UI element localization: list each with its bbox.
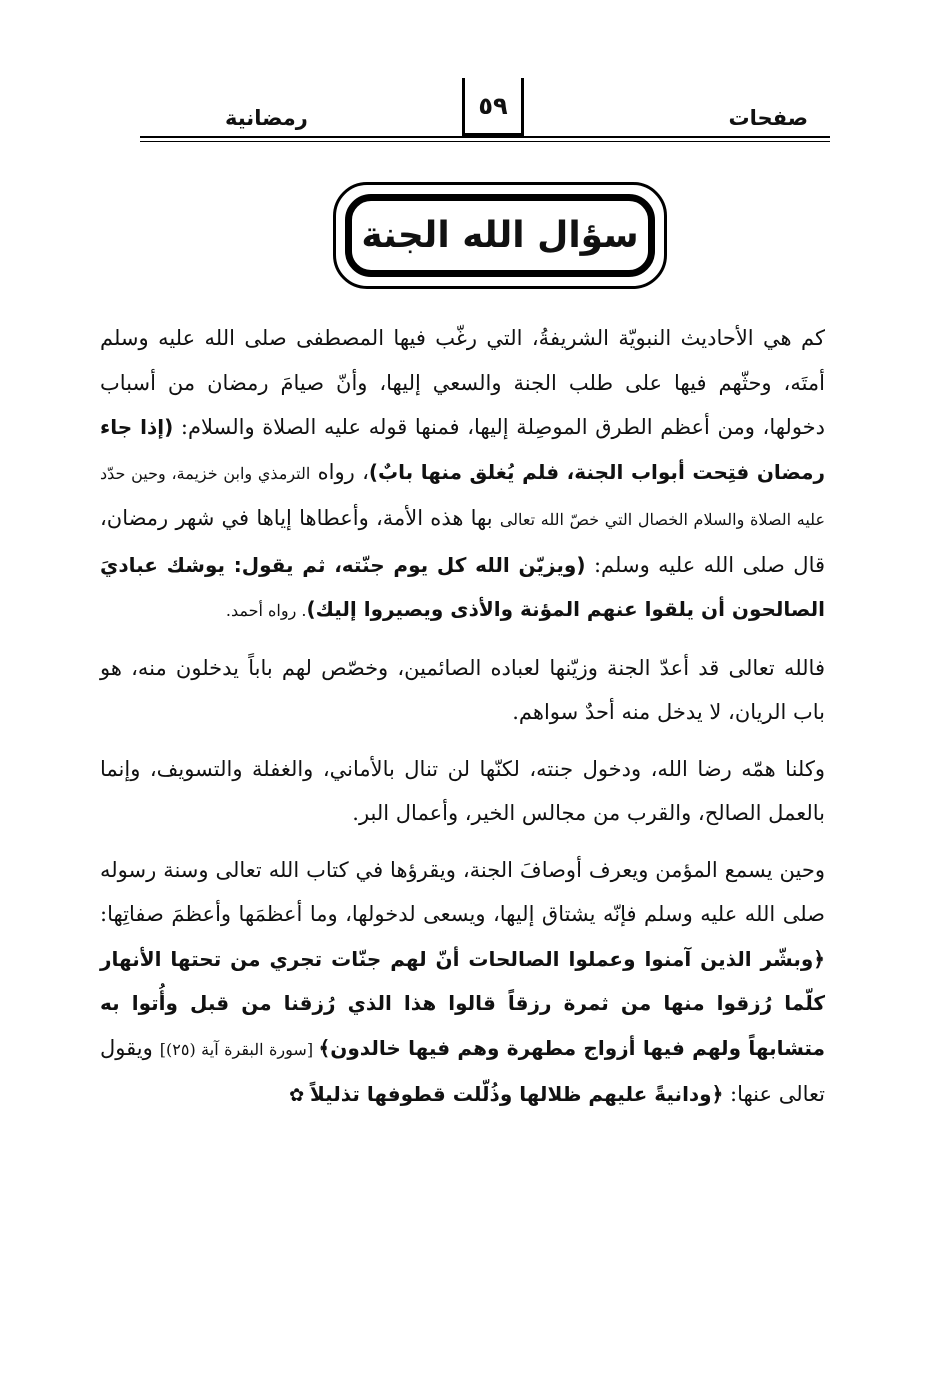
- surah-citation: [سورة البقرة آية (٢٥)]: [159, 1039, 319, 1059]
- article-body: [100, 316, 825, 1131]
- paragraph-1: [100, 316, 825, 634]
- hadith-quote: (إذا جاء رمضان فتِحت أبواب الجنة، فلم يُغلق منها بابٌ): [100, 415, 826, 484]
- paragraph-3: وكلنا همّه رضا الله، ودخول جنته، لكنّها لن تنال بالأماني، والغفلة والتسويف، وإنما بالعمل الصالح، والقرب من مجالس الخير، وأعمال البر.: [100, 756, 825, 825]
- paragraph-4: [100, 848, 825, 1119]
- page-number: ٥٩: [462, 78, 524, 136]
- citation: . رواه أحمد.: [225, 601, 307, 620]
- text-run: بها هذه الأمة، وأعطاها إياها في شهر رمضان، قال صلى الله عليه وسلم:: [100, 506, 826, 577]
- paragraph-2: فالله تعالى قد أعدّ الجنة وزيّنها لعباده الصائمين، وخصّص لهم باباً يدخلون منه، هو باب الريان، لا يدخل منه أحدٌ سواهم.: [100, 655, 825, 724]
- header-section-title: صفحات: [728, 106, 808, 130]
- page-header: [140, 78, 830, 140]
- header-rule-thin: [140, 141, 830, 142]
- text-run: وحين يسمع المؤمن ويعرف أوصافَ الجنة، ويقرؤها في كتاب الله تعالى وسنة رسوله صلى الله عليه وسلم فإنّه يشتاق إليها، ويسعى لدخولها، وما أعظمَها وأعظمَ صفاتِها:: [100, 857, 825, 926]
- header-book-title: رمضانية: [225, 106, 308, 130]
- header-rule: [140, 136, 830, 138]
- end-ornament-icon: ✿: [289, 1085, 310, 1106]
- small-text-run: الترمذي وابن خزيمة، وحين حدّد عليه الصلاة والسلام الخصال التي خصّ الله تعالى: [100, 463, 826, 529]
- text-run: كم هي الأحاديث النبويّة الشريفةُ، التي رغّب فيها المصطفى صلى الله عليه وسلم أمتَه، وحثّهم فيها على طلب الجنة والسعي إليها، وأنّ صيامَ رمضان من أسباب دخولها، ومن أعظم الطرق الموصِلة إليها، فمنها قوله عليه الصلاة والسلام:: [100, 326, 825, 439]
- chapter-title: سؤال الله الجنة: [345, 194, 655, 277]
- quran-verse: ﴿ودانيةً عليهم ظلالها وذُلّلت قطوفها تذليلاً: [309, 1082, 724, 1106]
- hadith-quote: (ويزيّن الله كل يوم جنّته، ثم يقول: يوشك عباديَ الصالحون أن يلقوا عنهم المؤنة والأذى ويصيروا إليك): [100, 552, 825, 621]
- quran-verse: ﴿وبشّر الذين آمنوا وعملوا الصالحات أنّ لهم جنّات تجري من تحتها الأنهار كلّما رُزقوا منها من ثمرة رزقاً قالوا هذا الذي رُزقنا من قبل وأُتوا به متشابهاً ولهم فيها أزواج مطهرة وهم فيها خالدون﴾: [100, 946, 825, 1060]
- chapter-title-frame: [333, 182, 667, 289]
- text-run: ، رواه: [310, 459, 369, 484]
- text-run: ويقول تعالى عنها:: [100, 1035, 825, 1106]
